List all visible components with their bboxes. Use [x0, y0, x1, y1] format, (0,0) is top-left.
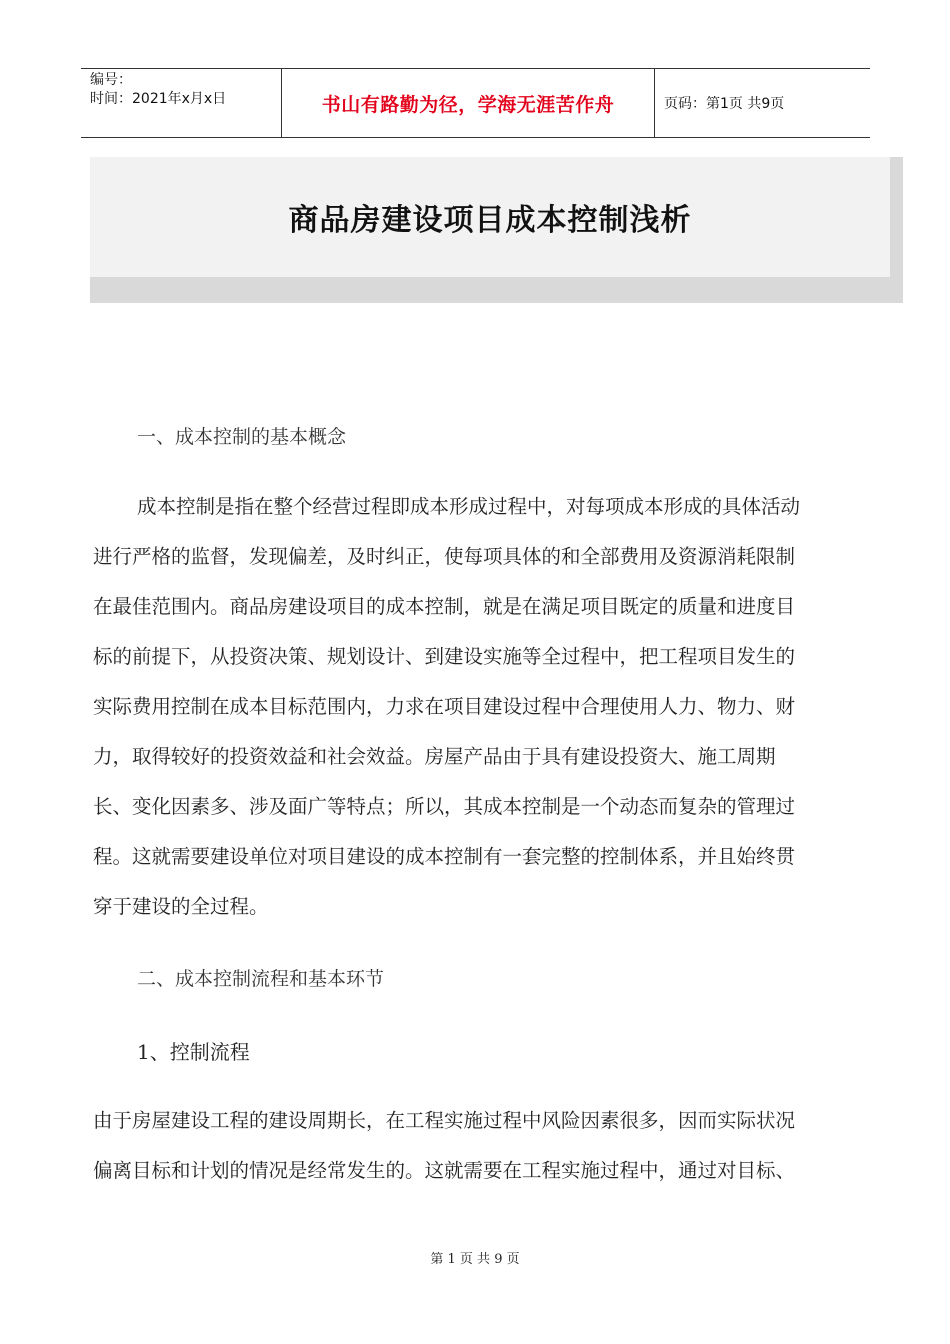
- paragraph-line: 标的前提下，从投资决策、规划设计、到建设实施等全过程中，把工程项目发生的: [93, 645, 796, 668]
- paragraph-line: 偏离目标和计划的情况是经常发生的。这就需要在工程实施过程中，通过对目标、: [93, 1159, 796, 1182]
- number-label: 编号：: [90, 72, 132, 88]
- section-1-heading: 一、成本控制的基本概念: [137, 426, 347, 448]
- section-1-paragraph: [93, 482, 893, 932]
- page-info: 页码：第1页 共9页: [664, 96, 785, 112]
- paragraph-line: 由于房屋建设工程的建设周期长，在工程实施过程中风险因素很多，因而实际状况: [93, 1109, 796, 1132]
- header-table: [81, 68, 870, 138]
- paragraph-line: 成本控制是指在整个经营过程即成本形成过程中，对每项成本形成的具体活动: [137, 495, 801, 518]
- paragraph-line: 长、变化因素多、涉及面广等特点；所以，其成本控制是一个动态而复杂的管理过: [93, 795, 796, 818]
- header-page-cell: [655, 69, 870, 137]
- document-title: 商品房建设项目成本控制浅析: [288, 203, 692, 238]
- header-meta-cell: [81, 69, 282, 137]
- section-2-heading: 二、成本控制流程和基本环节: [137, 968, 385, 990]
- subsection-heading: 1、控制流程: [137, 1040, 250, 1064]
- page-footer: 第 1 页 共 9 页: [430, 1252, 520, 1267]
- time-label: 时间：2021年x月x日: [90, 91, 227, 107]
- paragraph-line: 穿于建设的全过程。: [93, 895, 269, 918]
- title-box: [90, 157, 890, 277]
- paragraph-line: 实际费用控制在成本目标范围内，力求在项目建设过程中合理使用人力、物力、财: [93, 695, 796, 718]
- header-motto-cell: [282, 69, 655, 137]
- paragraph-line: 进行严格的监督，发现偏差，及时纠正，使每项具体的和全部费用及资源消耗限制: [93, 545, 796, 568]
- paragraph-line: 在最佳范围内。商品房建设项目的成本控制，就是在满足项目既定的质量和进度目: [93, 595, 796, 618]
- paragraph-line: 力，取得较好的投资效益和社会效益。房屋产品由于具有建设投资大、施工周期: [93, 745, 776, 768]
- motto: 书山有路勤为径，学海无涯苦作舟: [321, 93, 615, 116]
- paragraph-line: 程。这就需要建设单位对项目建设的成本控制有一套完整的控制体系，并且始终贯: [93, 845, 796, 868]
- section-2-paragraph: [93, 1096, 893, 1196]
